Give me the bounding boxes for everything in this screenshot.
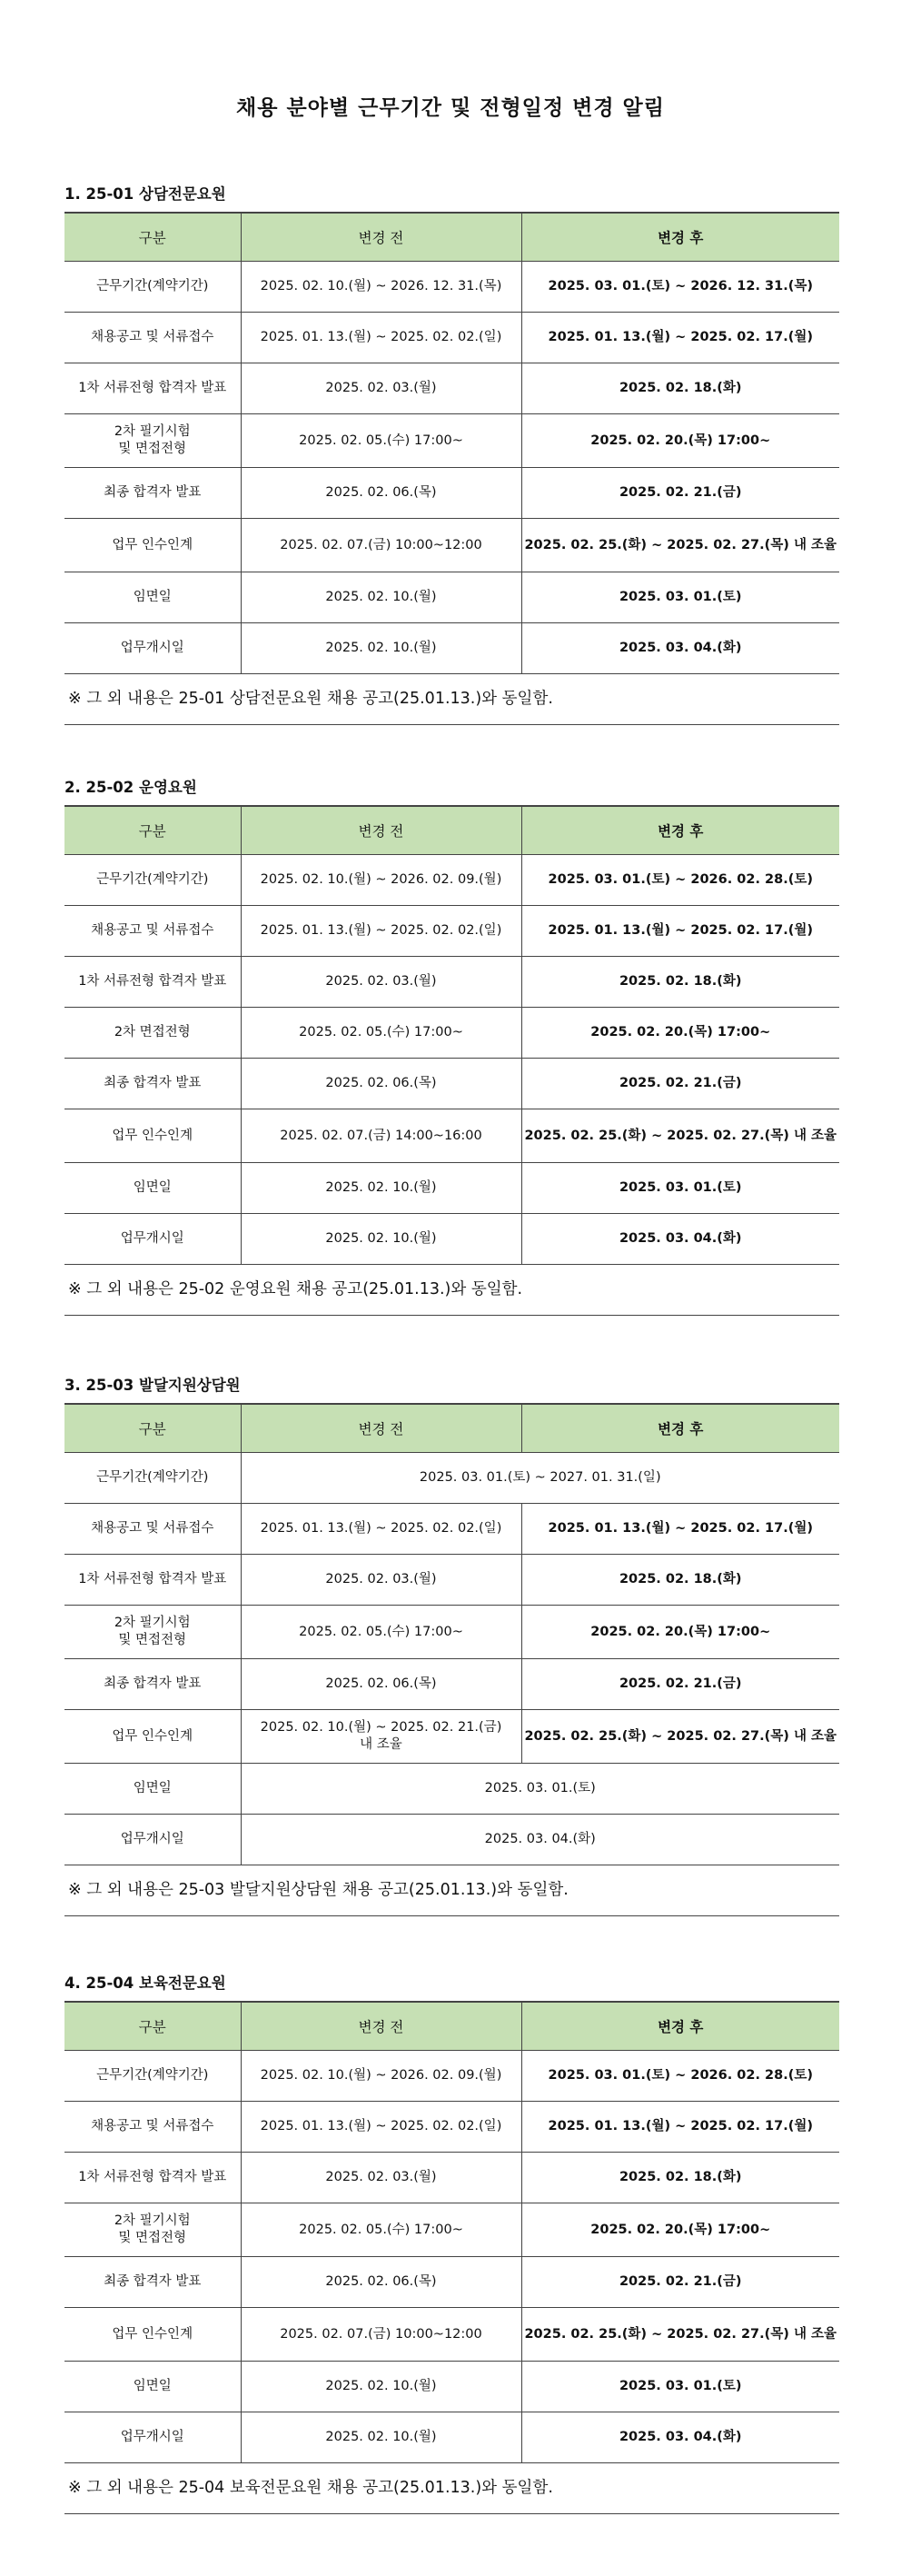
table-header-row bbox=[64, 213, 839, 262]
header-category: 구분 bbox=[64, 213, 241, 262]
value-before: 2025. 02. 03.(월) bbox=[241, 2153, 521, 2203]
value-before: 2025. 02. 10.(월) ~ 2026. 02. 09.(월) bbox=[241, 2051, 521, 2102]
value-before: 2025. 02. 03.(월) bbox=[241, 957, 521, 1008]
header-before: 변경 전 bbox=[241, 2002, 521, 2051]
row-label bbox=[64, 1606, 241, 1659]
row-label-line: 2차 필기시험 bbox=[114, 1616, 191, 1630]
value-before: 2025. 02. 10.(월) bbox=[241, 1214, 521, 1265]
row-label: 업무 인수인계 bbox=[64, 1710, 241, 1764]
value-after: 2025. 03. 01.(토) ~ 2026. 02. 28.(토) bbox=[521, 2051, 839, 2102]
row-label: 업무 인수인계 bbox=[64, 519, 241, 572]
row-label bbox=[64, 2203, 241, 2257]
value-after: 2025. 02. 20.(목) 17:00~ bbox=[521, 1008, 839, 1059]
value-before: 2025. 01. 13.(월) ~ 2025. 02. 02.(일) bbox=[241, 1504, 521, 1555]
table-row bbox=[64, 2102, 839, 2153]
value-before: 2025. 02. 05.(수) 17:00~ bbox=[241, 1606, 521, 1659]
table-row bbox=[64, 1659, 839, 1710]
value-before-line: 내 조율 bbox=[360, 1737, 402, 1752]
table-row bbox=[64, 1214, 839, 1265]
value-before: 2025. 02. 10.(월) ~ 2026. 02. 09.(월) bbox=[241, 855, 521, 906]
value-before bbox=[241, 1710, 521, 1764]
header-category: 구분 bbox=[64, 1404, 241, 1453]
table-row bbox=[64, 855, 839, 906]
table-row bbox=[64, 1555, 839, 1606]
section-heading: 1. 25-01 상담전문요원 bbox=[64, 185, 226, 203]
header-category: 구분 bbox=[64, 2002, 241, 2051]
table-row bbox=[64, 2362, 839, 2412]
value-before: 2025. 02. 07.(금) 10:00~12:00 bbox=[241, 2308, 521, 2362]
page-title: 채용 분야별 근무기간 및 전형일정 변경 알림 bbox=[236, 96, 665, 120]
row-label: 최종 합격자 발표 bbox=[64, 1659, 241, 1710]
value-before: 2025. 02. 06.(목) bbox=[241, 1659, 521, 1710]
value-after: 2025. 03. 04.(화) bbox=[521, 623, 839, 674]
value-after: 2025. 03. 01.(토) bbox=[521, 572, 839, 623]
row-label: 1차 서류전형 합격자 발표 bbox=[64, 957, 241, 1008]
note-row bbox=[64, 1865, 839, 1916]
table-row bbox=[64, 363, 839, 414]
value-after: 2025. 02. 18.(화) bbox=[521, 2153, 839, 2203]
row-label: 채용공고 및 서류접수 bbox=[64, 906, 241, 957]
row-label: 임면일 bbox=[64, 1163, 241, 1214]
value-after: 2025. 02. 20.(목) 17:00~ bbox=[521, 414, 839, 468]
value-before: 2025. 02. 10.(월) ~ 2026. 12. 31.(목) bbox=[241, 262, 521, 313]
row-label: 업무 인수인계 bbox=[64, 1109, 241, 1163]
header-category: 구분 bbox=[64, 806, 241, 855]
header-before: 변경 전 bbox=[241, 806, 521, 855]
table-row bbox=[64, 2203, 839, 2257]
header-after: 변경 후 bbox=[521, 1404, 839, 1453]
value-before: 2025. 01. 13.(월) ~ 2025. 02. 02.(일) bbox=[241, 313, 521, 363]
row-label bbox=[64, 414, 241, 468]
value-before: 2025. 02. 05.(수) 17:00~ bbox=[241, 1008, 521, 1059]
table-row bbox=[64, 2257, 839, 2308]
value-after: 2025. 02. 20.(목) 17:00~ bbox=[521, 2203, 839, 2257]
value-before: 2025. 02. 03.(월) bbox=[241, 363, 521, 414]
note-row bbox=[64, 674, 839, 725]
value-after: 2025. 02. 18.(화) bbox=[521, 1555, 839, 1606]
table-row bbox=[64, 2412, 839, 2463]
row-label-line: 및 면접전형 bbox=[118, 1633, 187, 1647]
value-after: 2025. 02. 25.(화) ~ 2025. 02. 27.(목) 내 조율 bbox=[521, 1710, 839, 1764]
table-row bbox=[64, 2153, 839, 2203]
table-row bbox=[64, 519, 839, 572]
table-row bbox=[64, 1710, 839, 1764]
row-label: 근무기간(계약기간) bbox=[64, 1453, 241, 1504]
row-label: 업무개시일 bbox=[64, 2412, 241, 2463]
value-after: 2025. 02. 18.(화) bbox=[521, 957, 839, 1008]
row-label: 임면일 bbox=[64, 1764, 241, 1815]
row-label: 채용공고 및 서류접수 bbox=[64, 313, 241, 363]
value-after: 2025. 02. 21.(금) bbox=[521, 1059, 839, 1109]
value-before: 2025. 02. 07.(금) 10:00~12:00 bbox=[241, 519, 521, 572]
row-label: 1차 서류전형 합격자 발표 bbox=[64, 2153, 241, 2203]
row-label: 최종 합격자 발표 bbox=[64, 2257, 241, 2308]
table-header-row bbox=[64, 1404, 839, 1453]
table-row bbox=[64, 468, 839, 519]
value-before: 2025. 02. 06.(목) bbox=[241, 468, 521, 519]
table-row bbox=[64, 2308, 839, 2362]
value-after: 2025. 02. 25.(화) ~ 2025. 02. 27.(목) 내 조율 bbox=[521, 1109, 839, 1163]
value-merged: 2025. 03. 01.(토) ~ 2027. 01. 31.(일) bbox=[241, 1453, 839, 1504]
section-heading: 3. 25-03 발달지원상담원 bbox=[64, 1377, 241, 1394]
section-heading: 2. 25-02 운영요원 bbox=[64, 779, 197, 796]
row-label: 근무기간(계약기간) bbox=[64, 262, 241, 313]
value-after: 2025. 02. 21.(금) bbox=[521, 2257, 839, 2308]
value-after: 2025. 03. 01.(토) ~ 2026. 02. 28.(토) bbox=[521, 855, 839, 906]
row-label: 최종 합격자 발표 bbox=[64, 1059, 241, 1109]
value-merged: 2025. 03. 04.(화) bbox=[241, 1815, 839, 1865]
row-label-line: 2차 필기시험 bbox=[114, 424, 191, 439]
table-row bbox=[64, 1764, 839, 1815]
table-header-row bbox=[64, 2002, 839, 2051]
table-row bbox=[64, 313, 839, 363]
value-merged: 2025. 03. 01.(토) bbox=[241, 1764, 839, 1815]
value-after: 2025. 02. 25.(화) ~ 2025. 02. 27.(목) 내 조율 bbox=[521, 519, 839, 572]
row-label: 업무개시일 bbox=[64, 623, 241, 674]
row-label: 채용공고 및 서류접수 bbox=[64, 2102, 241, 2153]
value-after: 2025. 02. 21.(금) bbox=[521, 1659, 839, 1710]
value-after: 2025. 01. 13.(월) ~ 2025. 02. 17.(월) bbox=[521, 1504, 839, 1555]
value-before: 2025. 01. 13.(월) ~ 2025. 02. 02.(일) bbox=[241, 2102, 521, 2153]
table-row bbox=[64, 1059, 839, 1109]
table-row bbox=[64, 957, 839, 1008]
note-text: ※ 그 외 내용은 25-01 상담전문요원 채용 공고(25.01.13.)와 동일함. bbox=[64, 674, 839, 725]
value-after: 2025. 03. 04.(화) bbox=[521, 1214, 839, 1265]
note-row bbox=[64, 1265, 839, 1316]
note-text: ※ 그 외 내용은 25-04 보육전문요원 채용 공고(25.01.13.)와 동일함. bbox=[64, 2463, 839, 2514]
header-after: 변경 후 bbox=[521, 2002, 839, 2051]
value-before: 2025. 02. 05.(수) 17:00~ bbox=[241, 2203, 521, 2257]
header-before: 변경 전 bbox=[241, 1404, 521, 1453]
row-label: 2차 면접전형 bbox=[64, 1008, 241, 1059]
table-row bbox=[64, 1504, 839, 1555]
value-before: 2025. 02. 06.(목) bbox=[241, 1059, 521, 1109]
row-label: 최종 합격자 발표 bbox=[64, 468, 241, 519]
table-row bbox=[64, 1163, 839, 1214]
value-after: 2025. 02. 18.(화) bbox=[521, 363, 839, 414]
value-after: 2025. 01. 13.(월) ~ 2025. 02. 17.(월) bbox=[521, 2102, 839, 2153]
row-label: 근무기간(계약기간) bbox=[64, 2051, 241, 2102]
value-after: 2025. 02. 20.(목) 17:00~ bbox=[521, 1606, 839, 1659]
value-before-line: 2025. 02. 10.(월) ~ 2025. 02. 21.(금) bbox=[260, 1720, 502, 1735]
table-header-row bbox=[64, 806, 839, 855]
schedule-table bbox=[64, 2001, 839, 2514]
value-after: 2025. 03. 01.(토) bbox=[521, 2362, 839, 2412]
table-row bbox=[64, 1606, 839, 1659]
header-before: 변경 전 bbox=[241, 213, 521, 262]
row-label: 1차 서류전형 합격자 발표 bbox=[64, 1555, 241, 1606]
row-label: 근무기간(계약기간) bbox=[64, 855, 241, 906]
schedule-table bbox=[64, 212, 839, 725]
note-row bbox=[64, 2463, 839, 2514]
value-before: 2025. 01. 13.(월) ~ 2025. 02. 02.(일) bbox=[241, 906, 521, 957]
value-after: 2025. 01. 13.(월) ~ 2025. 02. 17.(월) bbox=[521, 313, 839, 363]
note-text: ※ 그 외 내용은 25-03 발달지원상담원 채용 공고(25.01.13.)와 동일함. bbox=[64, 1865, 839, 1916]
table-row bbox=[64, 414, 839, 468]
row-label-line: 및 면접전형 bbox=[118, 2231, 187, 2245]
table-row bbox=[64, 2051, 839, 2102]
table-row bbox=[64, 262, 839, 313]
table-row bbox=[64, 1453, 839, 1504]
section-heading: 4. 25-04 보육전문요원 bbox=[64, 1974, 226, 1992]
value-after: 2025. 03. 01.(토) bbox=[521, 1163, 839, 1214]
value-after: 2025. 02. 25.(화) ~ 2025. 02. 27.(목) 내 조율 bbox=[521, 2308, 839, 2362]
table-row bbox=[64, 1008, 839, 1059]
value-before: 2025. 02. 10.(월) bbox=[241, 1163, 521, 1214]
schedule-table bbox=[64, 1403, 839, 1916]
value-before: 2025. 02. 10.(월) bbox=[241, 2412, 521, 2463]
row-label: 업무 인수인계 bbox=[64, 2308, 241, 2362]
note-text: ※ 그 외 내용은 25-02 운영요원 채용 공고(25.01.13.)와 동일함. bbox=[64, 1265, 839, 1316]
row-label-line: 및 면접전형 bbox=[118, 442, 187, 456]
value-before: 2025. 02. 07.(금) 14:00~16:00 bbox=[241, 1109, 521, 1163]
table-row bbox=[64, 572, 839, 623]
row-label: 1차 서류전형 합격자 발표 bbox=[64, 363, 241, 414]
value-before: 2025. 02. 06.(목) bbox=[241, 2257, 521, 2308]
row-label-line: 2차 필기시험 bbox=[114, 2213, 191, 2228]
schedule-table bbox=[64, 805, 839, 1316]
table-row bbox=[64, 906, 839, 957]
value-before: 2025. 02. 10.(월) bbox=[241, 623, 521, 674]
value-after: 2025. 03. 04.(화) bbox=[521, 2412, 839, 2463]
value-after: 2025. 01. 13.(월) ~ 2025. 02. 17.(월) bbox=[521, 906, 839, 957]
header-after: 변경 후 bbox=[521, 806, 839, 855]
table-row bbox=[64, 1815, 839, 1865]
value-before: 2025. 02. 03.(월) bbox=[241, 1555, 521, 1606]
value-before: 2025. 02. 05.(수) 17:00~ bbox=[241, 414, 521, 468]
row-label: 임면일 bbox=[64, 2362, 241, 2412]
header-after: 변경 후 bbox=[521, 213, 839, 262]
value-after: 2025. 03. 01.(토) ~ 2026. 12. 31.(목) bbox=[521, 262, 839, 313]
row-label: 업무개시일 bbox=[64, 1815, 241, 1865]
value-after: 2025. 02. 21.(금) bbox=[521, 468, 839, 519]
row-label: 채용공고 및 서류접수 bbox=[64, 1504, 241, 1555]
value-before: 2025. 02. 10.(월) bbox=[241, 2362, 521, 2412]
value-before: 2025. 02. 10.(월) bbox=[241, 572, 521, 623]
table-row bbox=[64, 1109, 839, 1163]
row-label: 임면일 bbox=[64, 572, 241, 623]
row-label: 업무개시일 bbox=[64, 1214, 241, 1265]
table-row bbox=[64, 623, 839, 674]
